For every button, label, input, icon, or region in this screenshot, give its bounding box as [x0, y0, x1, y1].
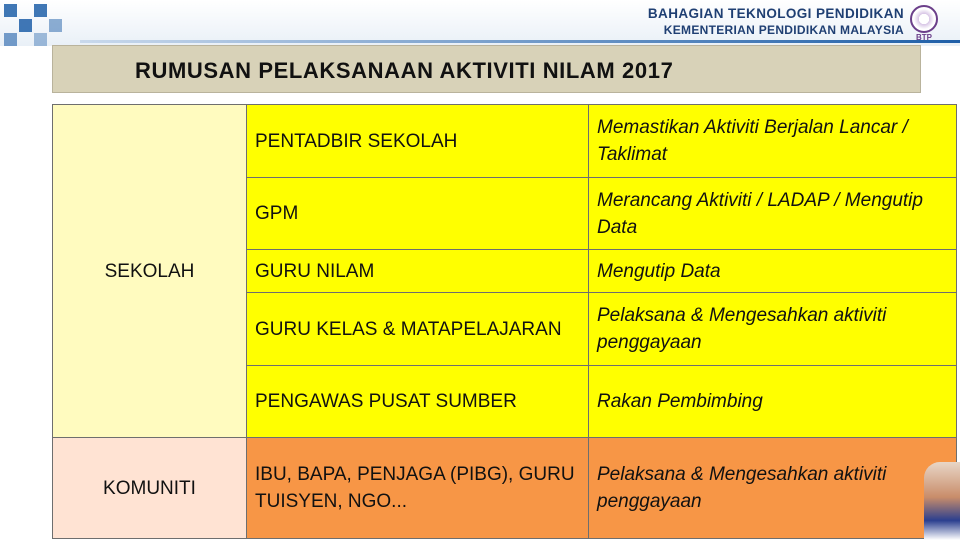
brand-text [604, 6, 904, 38]
role-cell: GURU NILAM [247, 250, 589, 293]
role-cell: GPM [247, 178, 589, 250]
student-photo [924, 462, 960, 540]
table-row [53, 105, 957, 178]
role-cell: GURU KELAS & MATAPELAJARAN [247, 293, 589, 366]
header-divider [80, 40, 960, 43]
brand-line-2: KEMENTERIAN PENDIDIKAN MALAYSIA [663, 23, 904, 37]
group-komuniti: KOMUNITI [53, 438, 247, 539]
task-cell: Pelaksana & Mengesahkan aktiviti penggayaan [589, 293, 957, 366]
table-row [53, 438, 957, 539]
task-cell: Mengutip Data [589, 250, 957, 293]
title-bar [52, 45, 921, 93]
page-title: RUMUSAN PELAKSANAAN AKTIVITI NILAM 2017 [135, 58, 674, 83]
brand-line-1: BAHAGIAN TEKNOLOGI PENDIDIKAN [647, 6, 904, 21]
role-cell: PENGAWAS PUSAT SUMBER [247, 366, 589, 438]
corner-decoration [0, 0, 80, 48]
logo-label: BTP [916, 33, 932, 42]
summary-table [52, 104, 957, 539]
task-cell: Memastikan Aktiviti Berjalan Lancar / Taklimat [589, 105, 957, 178]
task-cell: Rakan Pembimbing [589, 366, 957, 438]
task-cell: Pelaksana & Mengesahkan aktiviti penggayaan [589, 438, 957, 539]
role-cell: IBU, BAPA, PENJAGA (PIBG), GURU TUISYEN, NGO... [247, 438, 589, 539]
btp-logo-icon [910, 5, 938, 33]
role-cell: PENTADBIR SEKOLAH [247, 105, 589, 178]
group-sekolah: SEKOLAH [53, 105, 247, 438]
task-cell: Merancang Aktiviti / LADAP / Mengutip Data [589, 178, 957, 250]
